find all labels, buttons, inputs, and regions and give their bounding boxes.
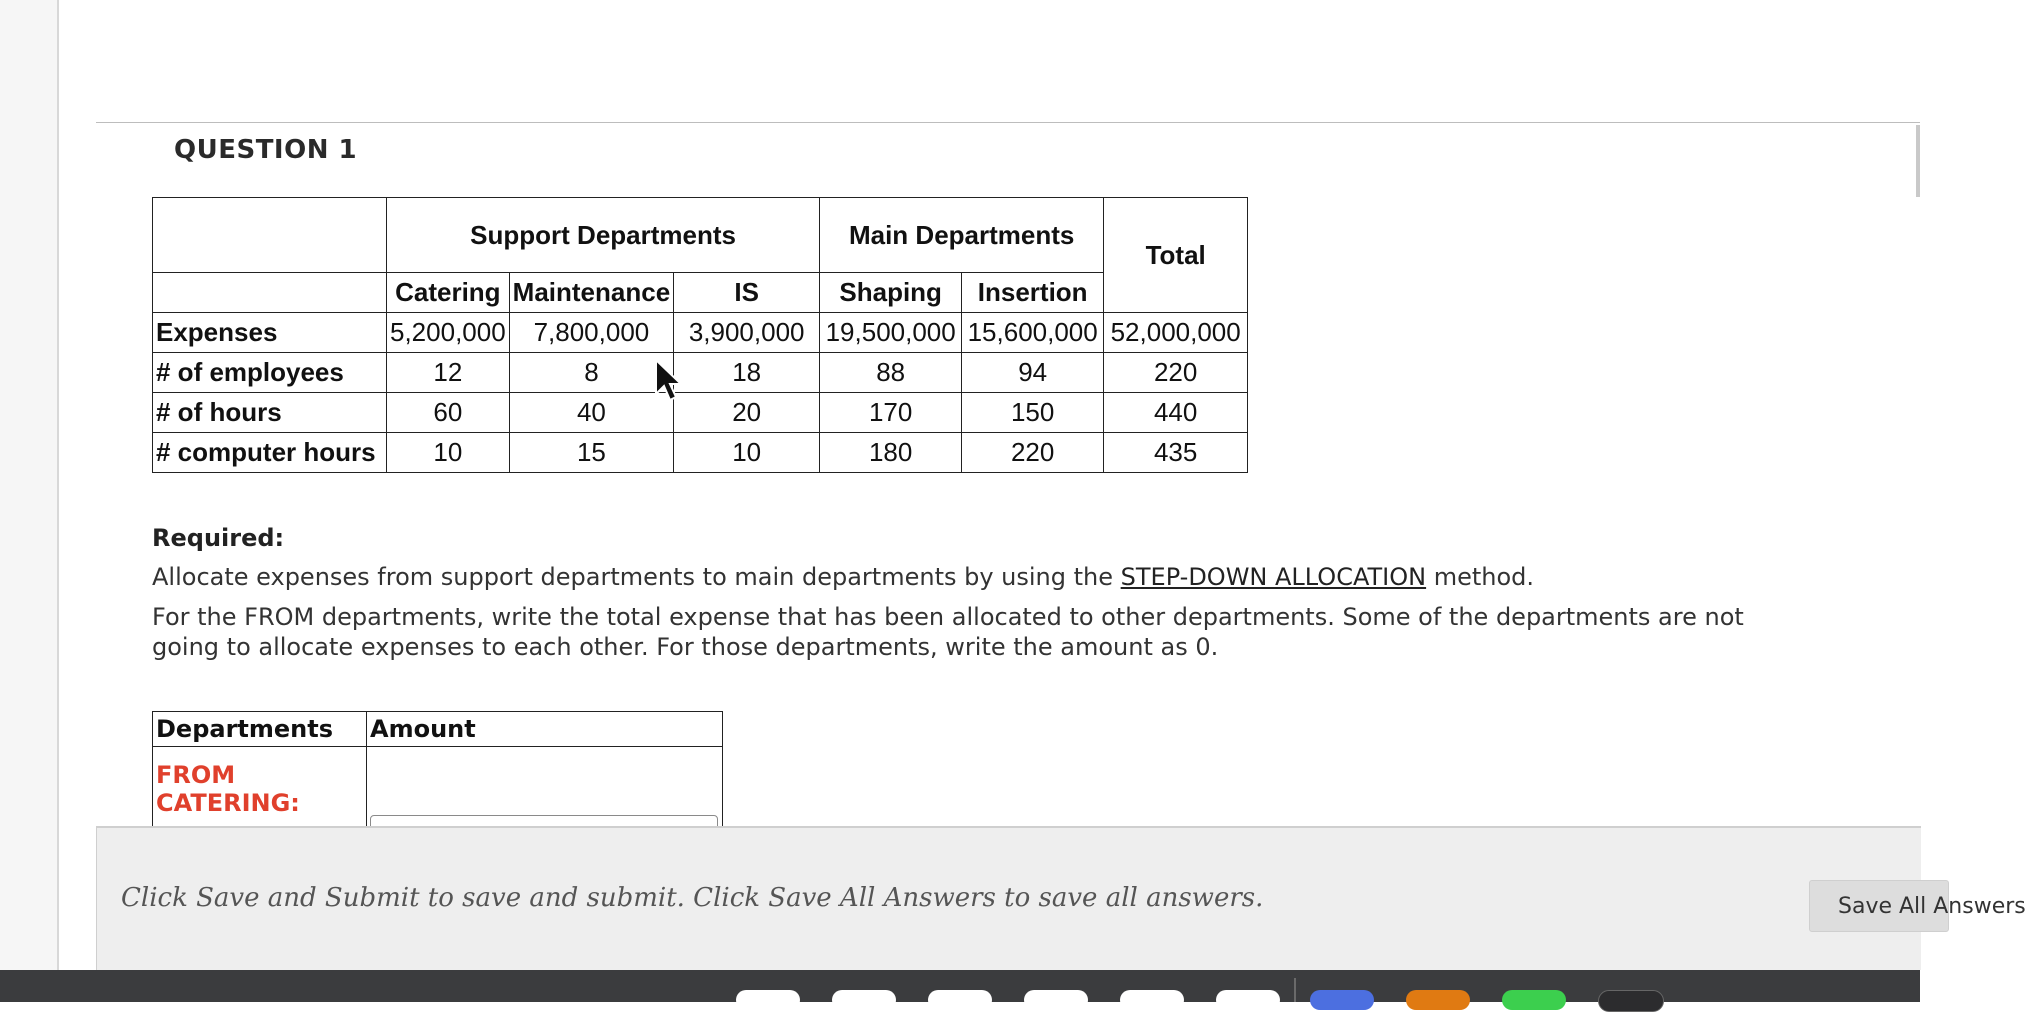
required-label: Required: [152,524,285,552]
app-icon-2[interactable] [832,990,896,1010]
table-cell: 180 [820,433,962,473]
table-cell: 15,600,000 [962,313,1104,353]
table-cell: 5,200,000 [387,313,510,353]
table-cell: 150 [962,393,1104,433]
table-cell: 19,500,000 [820,313,962,353]
step-down-allocation-emphasis: STEP-DOWN ALLOCATION [1120,563,1427,591]
footer-message: Click Save and Submit to save and submit. Click Save All Answers to save all answers. [121,883,1264,913]
table-row [153,393,1248,433]
app-icon-6[interactable] [1216,990,1280,1010]
empty-subheader-cell [153,273,387,313]
table-cell: 12 [387,353,510,393]
app-icon-4[interactable] [1024,990,1088,1010]
column-header: Catering [387,273,510,313]
total-header: Total [1104,198,1248,313]
support-departments-header: Support Departments [387,198,820,273]
row-label: # of employees [153,353,387,393]
app-icon-5[interactable] [1120,990,1184,1010]
main-departments-header: Main Departments [820,198,1104,273]
app-icon-8[interactable] [1406,990,1470,1010]
question-title: QUESTION 1 [174,135,358,165]
mouse-cursor-icon [654,358,684,404]
departments-header: Departments [153,712,367,747]
table-cell: 435 [1104,433,1248,473]
table-cell: 220 [962,433,1104,473]
app-icon-10[interactable] [1598,990,1664,1012]
cost-allocation-table [152,197,1248,473]
table-cell: 8 [509,353,674,393]
table-cell: 15 [509,433,674,473]
table-cell: 20 [674,393,820,433]
app-icon-1[interactable] [736,990,800,1010]
column-header: Shaping [820,273,962,313]
submission-footer [96,826,2026,970]
amount-header: Amount [367,712,723,747]
app-icon-3[interactable] [928,990,992,1010]
app-icon-9[interactable] [1502,990,1566,1010]
table-row [153,313,1248,353]
instruction-text: method. [1426,563,1535,591]
row-label: Expenses [153,313,387,353]
save-all-answers-button[interactable]: Save All Answers [1809,880,1949,932]
column-header: IS [674,273,820,313]
table-row [153,433,1248,473]
table-cell: 10 [674,433,820,473]
from-catering-label: FROM CATERING: [153,747,367,852]
instruction-text: Allocate expenses from support departments to main departments by using the [152,563,1121,591]
instruction-paragraph-2: For the FROM departments, write the total expense that has been allocated to other departments. Some of the departments are not going to allocate expenses to each other. For those departments, write the amount as 0. [152,603,1744,661]
table-cell: 94 [962,353,1104,393]
table-cell: 60 [387,393,510,433]
instruction-paragraph-1 [152,562,1534,592]
row-label: # computer hours [153,433,387,473]
taskbar-dock [0,970,1920,1002]
empty-header-cell [153,198,387,273]
table-cell: 88 [820,353,962,393]
table-row [153,353,1248,393]
app-icon-7[interactable] [1310,990,1374,1010]
table-cell: 3,900,000 [674,313,820,353]
table-cell: 440 [1104,393,1248,433]
table-cell: 220 [1104,353,1248,393]
row-label: # of hours [153,393,387,433]
table-cell: 52,000,000 [1104,313,1248,353]
column-header: Insertion [962,273,1104,313]
section-divider [96,122,1920,123]
table-cell: 40 [509,393,674,433]
table-cell: 170 [820,393,962,433]
column-header: Maintenance [509,273,674,313]
table-cell: 10 [387,433,510,473]
scrollbar-thumb[interactable] [1916,125,1920,197]
left-rail [0,0,59,970]
table-cell: 18 [674,353,820,393]
table-cell: 7,800,000 [509,313,674,353]
dock-separator [1294,978,1296,1002]
